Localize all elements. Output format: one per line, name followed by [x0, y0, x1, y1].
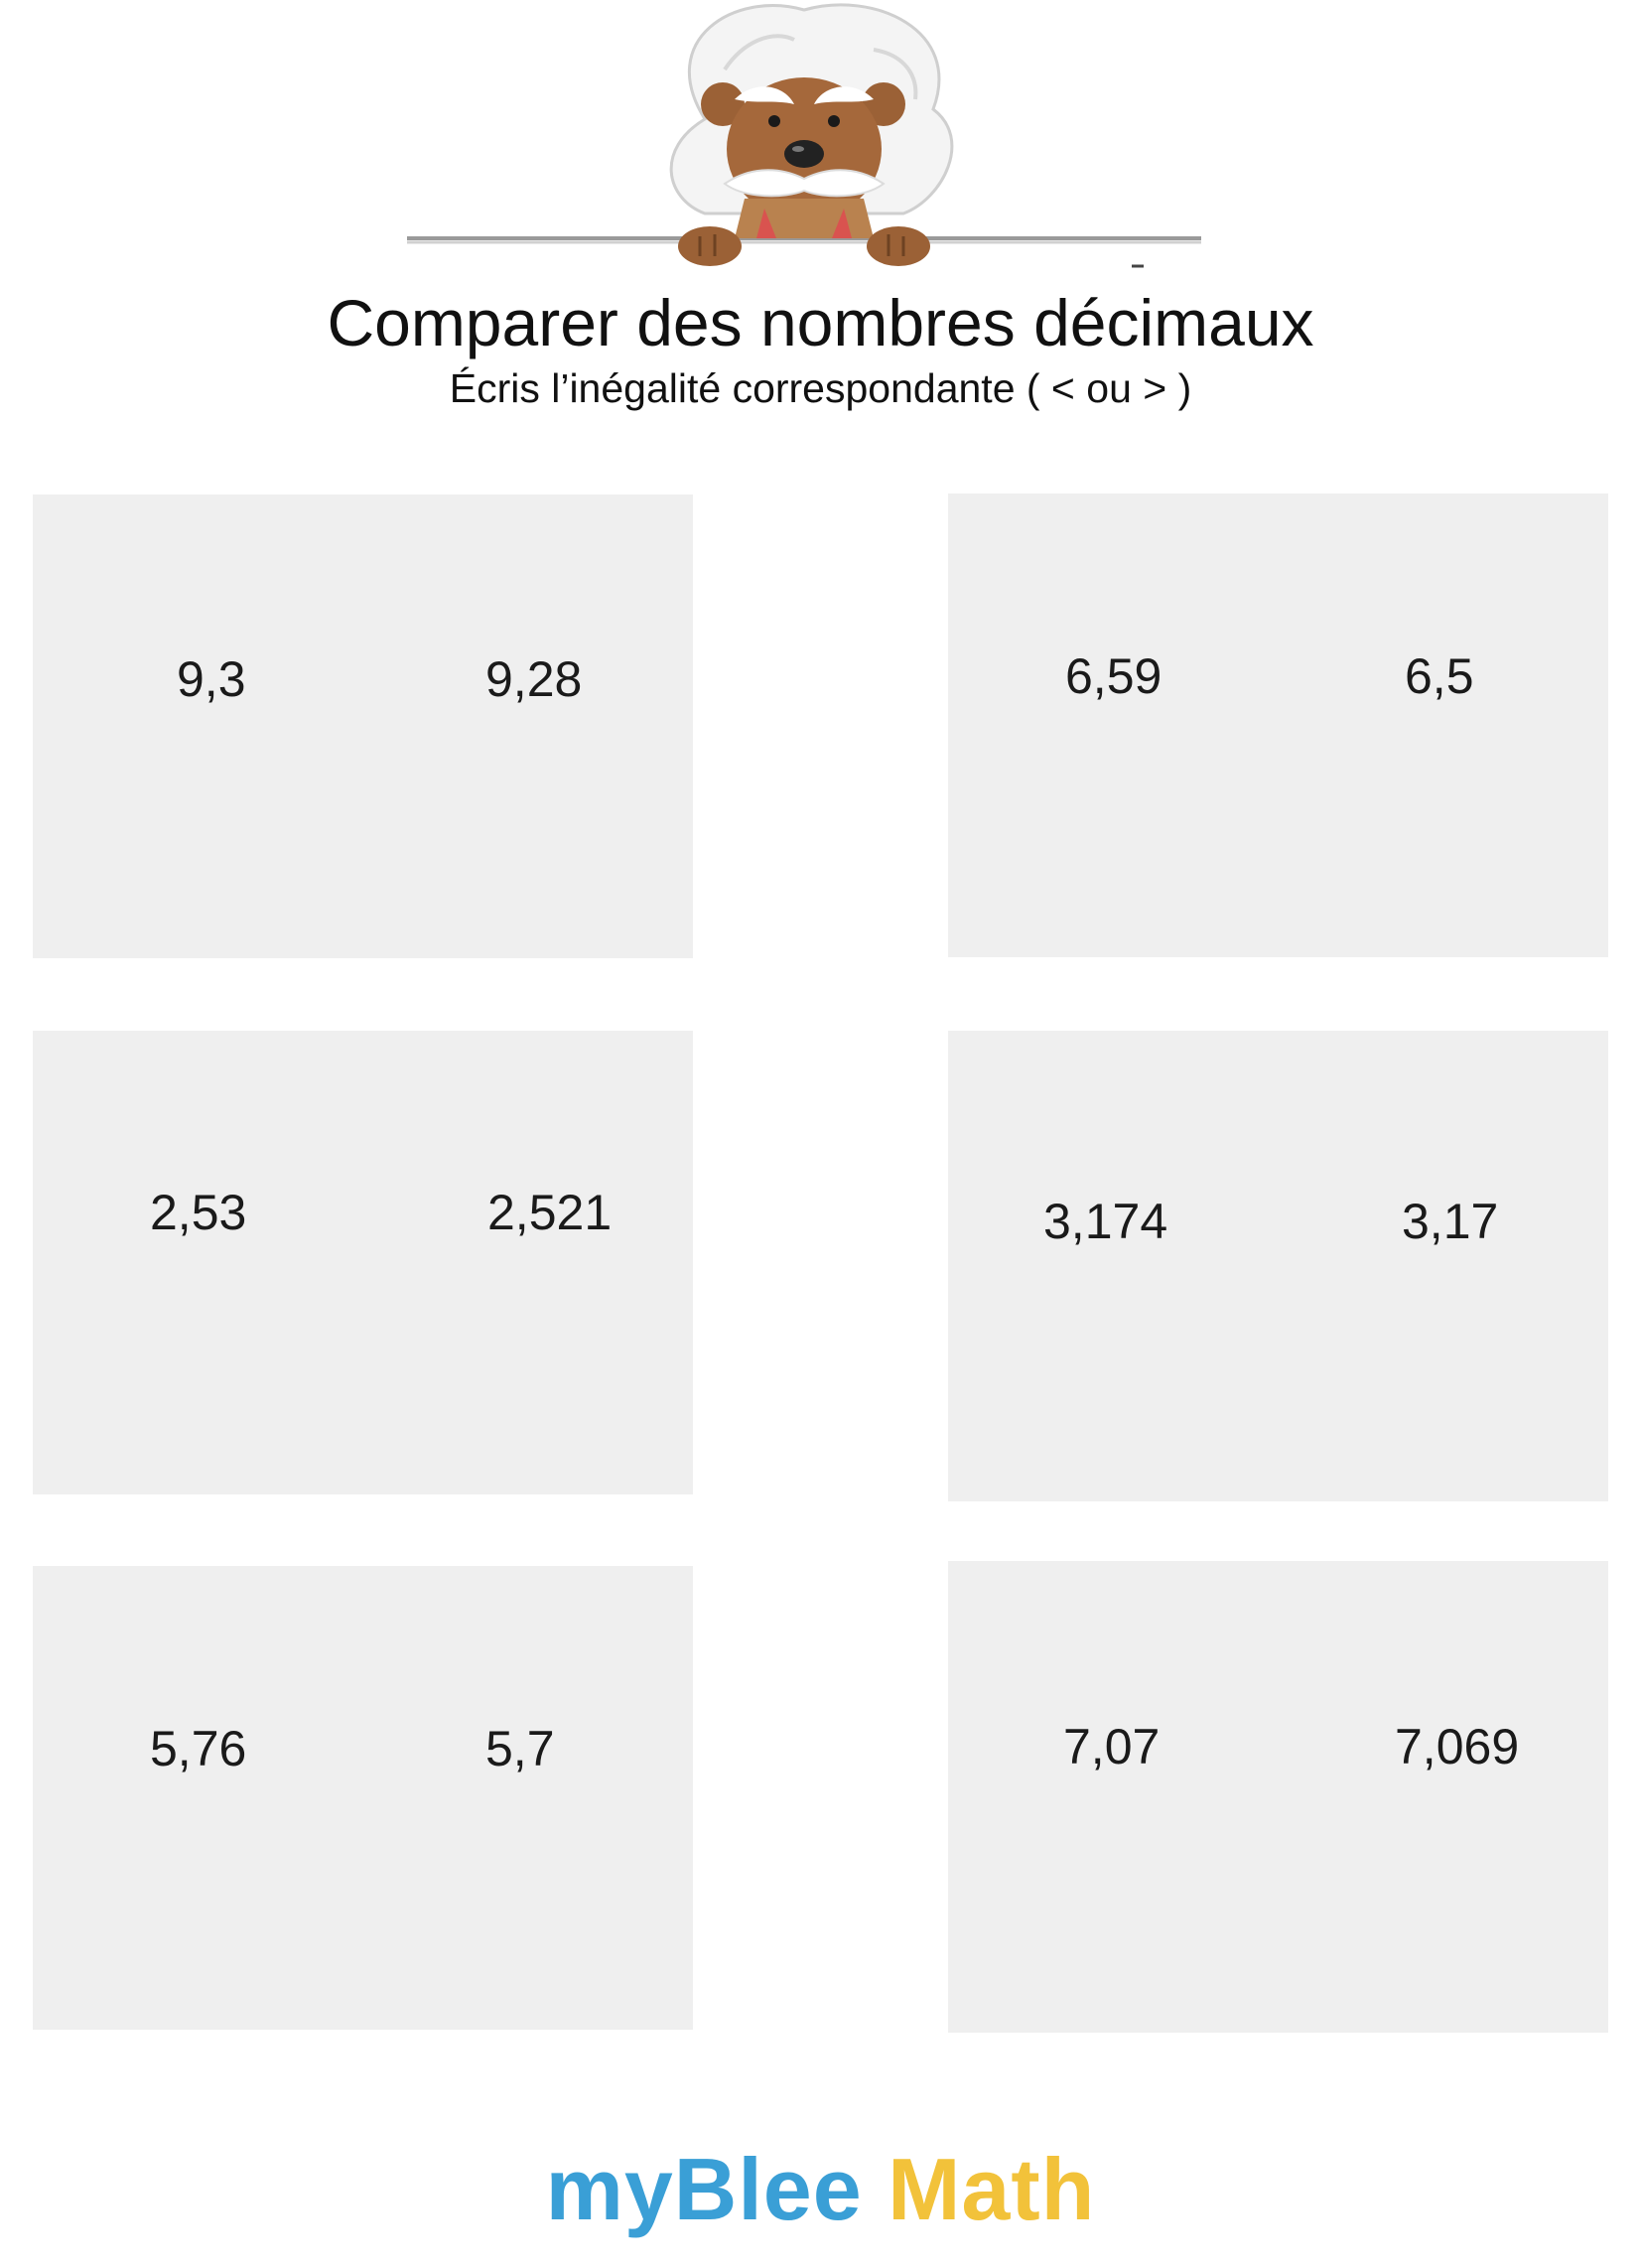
exercise-left-number: 2,53	[150, 1185, 247, 1240]
exercise-right-number: 5,7	[485, 1721, 555, 1776]
exercise-right-number: 3,17	[1402, 1194, 1499, 1249]
exercise-right-number: 2,521	[487, 1185, 613, 1240]
exercise-right-number: 9,28	[485, 651, 583, 707]
page-subtitle: Écris l’inégalité correspondante ( < ou > )	[449, 365, 1192, 411]
logo-text-myblee: myBlee	[545, 2140, 863, 2238]
exercise-card-6[interactable]	[948, 1561, 1608, 2033]
exercise-left-number: 6,59	[1065, 648, 1162, 704]
page-title: Comparer des nombres décimaux	[327, 286, 1314, 359]
brand-logo	[0, 2140, 1641, 2239]
exercise-right-number: 6,5	[1405, 648, 1474, 704]
exercise-card-3[interactable]	[33, 1031, 693, 1494]
exercise-card-1[interactable]	[33, 495, 693, 958]
exercise-card-2[interactable]	[948, 494, 1608, 957]
exercise-card-5[interactable]	[33, 1566, 693, 2030]
exercise-right-number: 7,069	[1395, 1719, 1520, 1774]
exercise-left-number: 3,174	[1043, 1194, 1168, 1249]
exercise-left-number: 5,76	[150, 1721, 247, 1776]
exercise-left-number: 9,3	[177, 651, 246, 707]
exercise-card-4[interactable]	[948, 1031, 1608, 1501]
bear-mascot-icon	[407, 0, 1201, 273]
exercise-left-number: 7,07	[1063, 1719, 1161, 1774]
logo-text-math: Math	[888, 2140, 1096, 2238]
